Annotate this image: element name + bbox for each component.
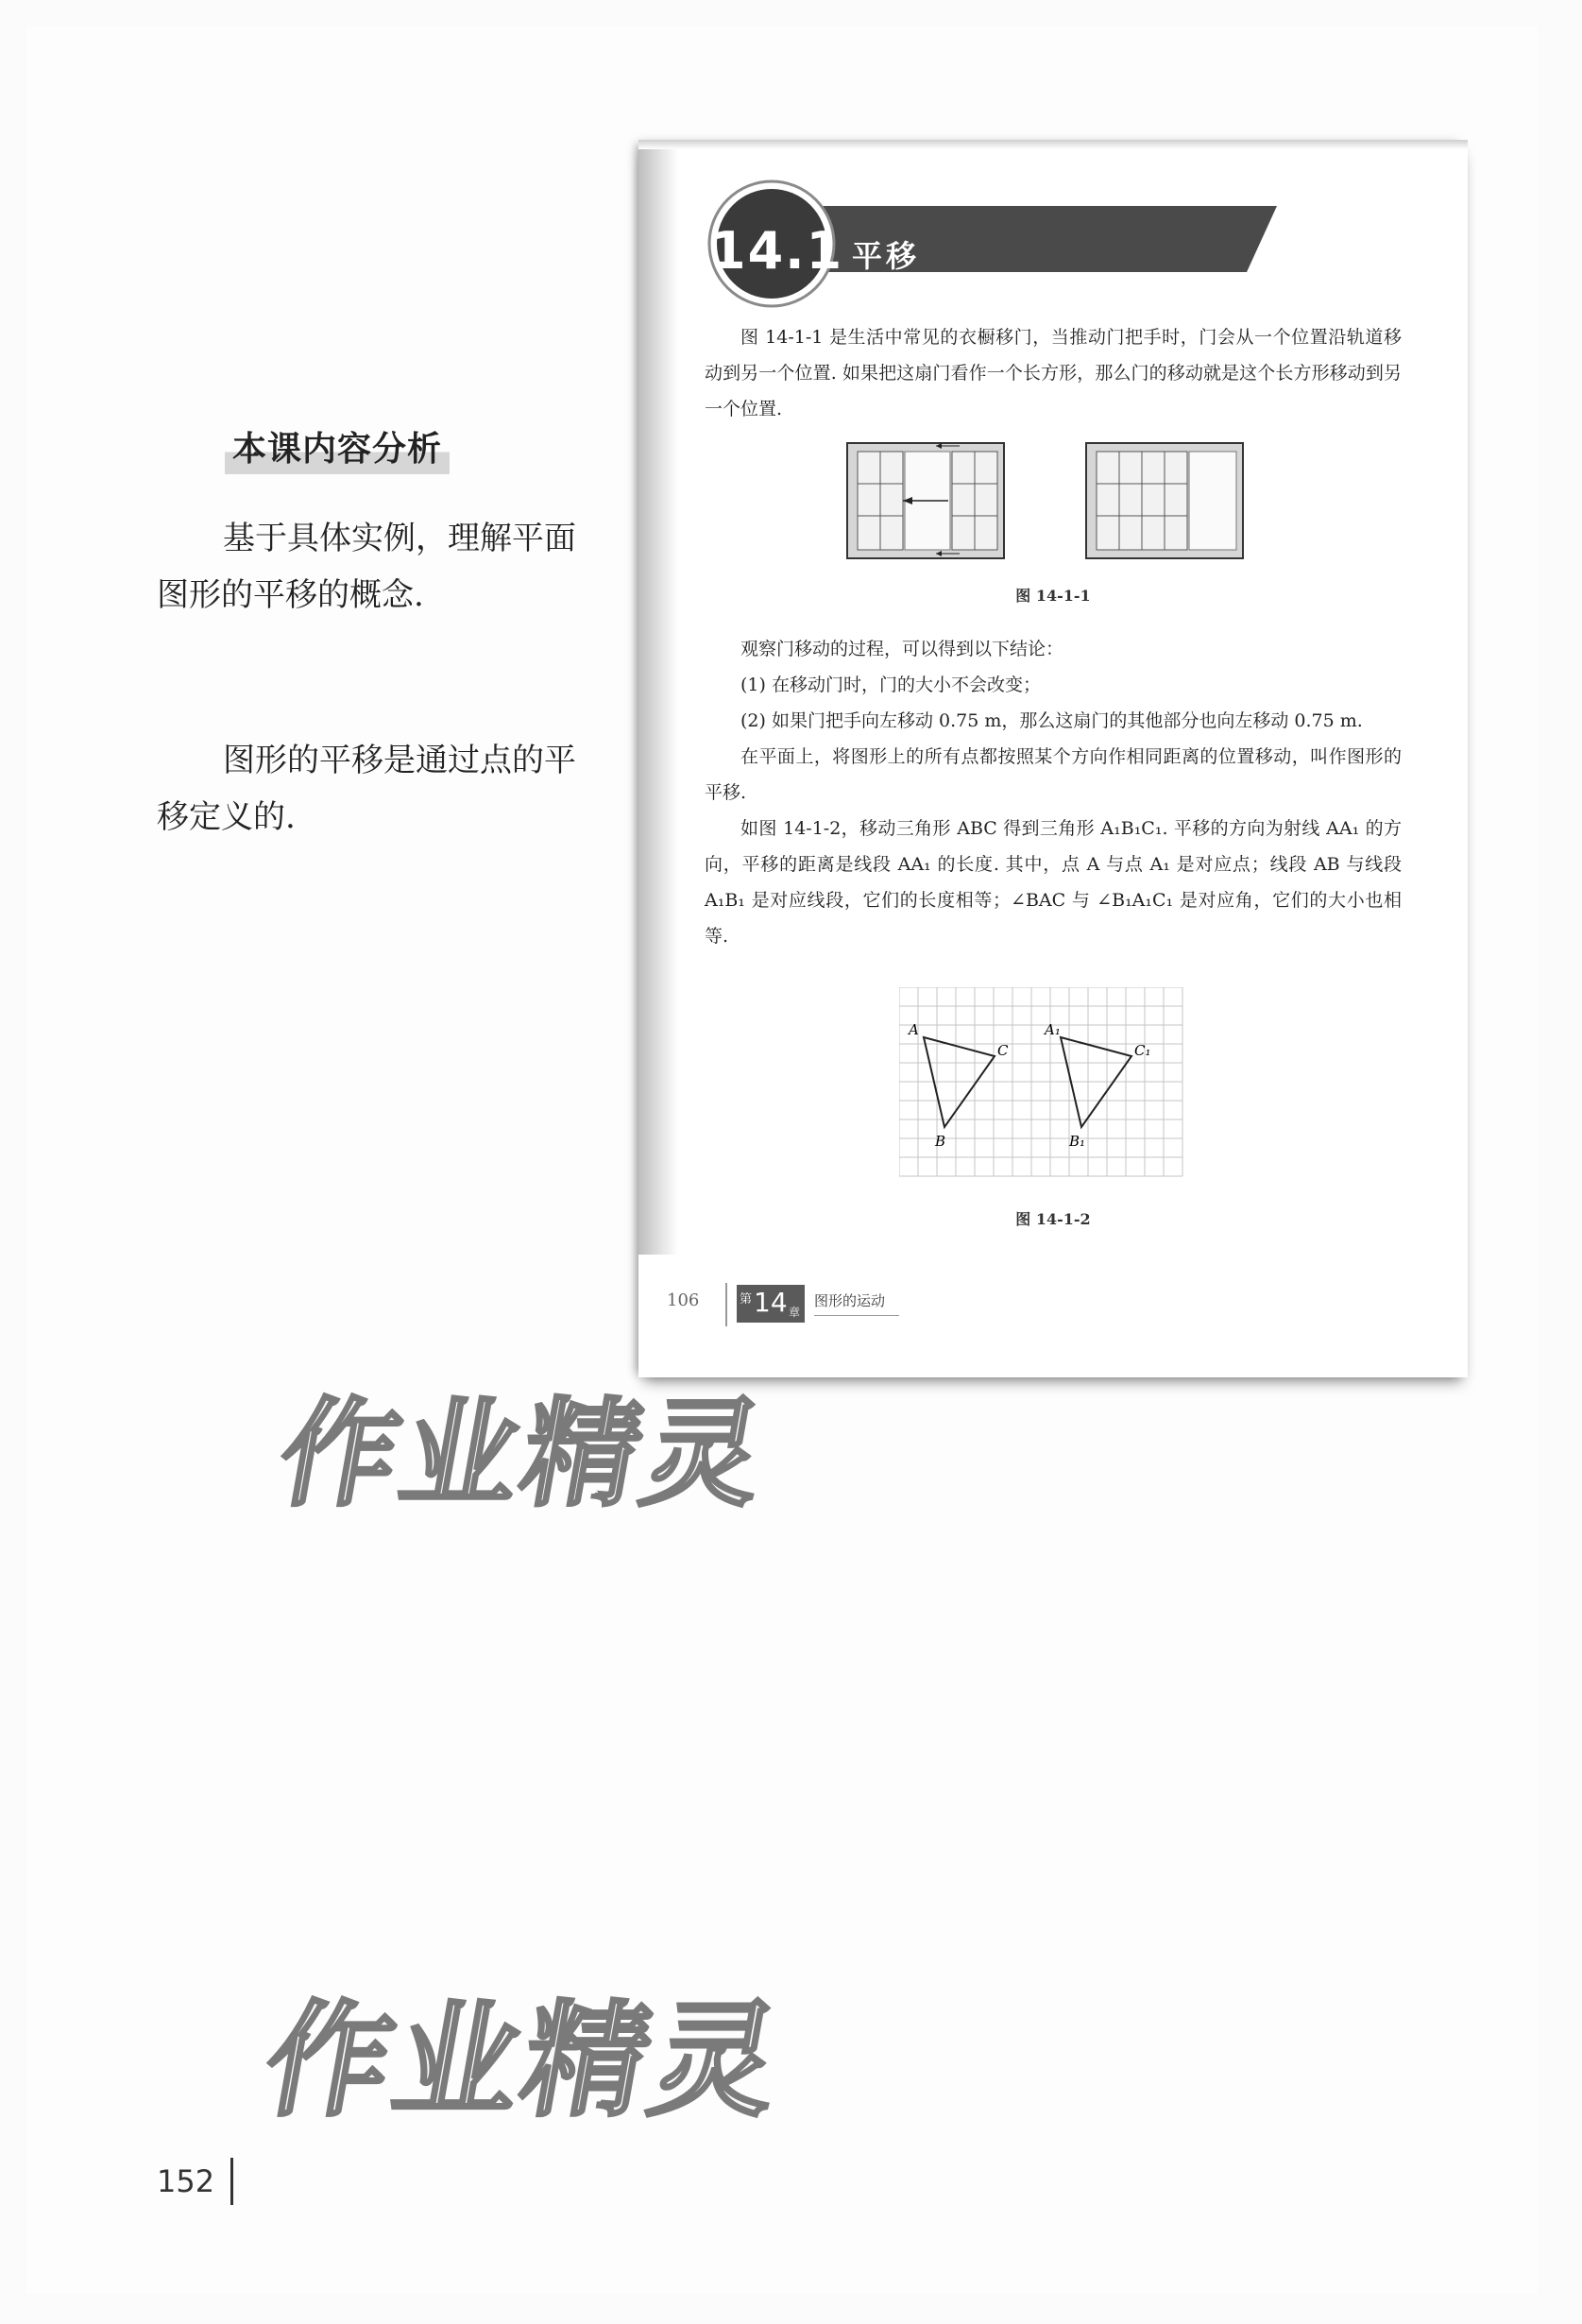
wardrobe-door-before-figure (846, 442, 1007, 563)
page-top-shadow (638, 140, 1468, 149)
watermark-2: 作业精灵 (254, 1989, 794, 2134)
label-a: A (909, 1021, 919, 1038)
triangle-translation-figure (899, 987, 1184, 1178)
conclusion-paragraphs (705, 631, 1402, 954)
translation-definition: 在平面上，将图形上的所有点都按照某个方向作相同距离的位置移动，叫作图形的平移. (705, 746, 1402, 803)
intro-paragraph: 图 14-1-1 是生活中常见的衣橱移门，当推动门把手时，门会从一个位置沿轨道移动到另一个位置. 如果把这扇门看作一个长方形，那么门的移动就是这个长方形移动到另一个位置. (705, 327, 1402, 419)
section-title: 平移 (852, 238, 921, 274)
textbook-footer (667, 1283, 1422, 1340)
label-b1: B₁ (1069, 1133, 1086, 1150)
analysis-note-2: 图形的平移是通过点的平移定义的. (157, 742, 576, 836)
figure-2-caption: 图 14-1-2 (1015, 1210, 1091, 1228)
textbook-page-number: 106 (667, 1290, 700, 1310)
label-b: B (935, 1133, 946, 1150)
wardrobe-door-after-figure (1085, 442, 1246, 563)
label-c: C (997, 1042, 1009, 1059)
chapter-badge: 第 14 章 (737, 1285, 805, 1323)
label-c1: C₁ (1134, 1042, 1151, 1059)
section-number: 14.1 (710, 221, 844, 281)
label-a1: A₁ (1045, 1021, 1061, 1038)
conclusion-1: (1) 在移动门时，门的大小不会改变； (740, 675, 1041, 695)
translation-example: 如图 14-1-2，移动三角形 ABC 得到三角形 A₁B₁C₁. 平移的方向为射线 AA₁ 的方向，平移的距离是线段 AA₁ 的长度. 其中，点 A 与点 A₁ 是对应点；线段 AB 与线段 A₁B₁ 是对应线段，它们的长度相等；∠BAC 与 ∠B₁A₁C₁ 是对应角，它们的大小也相等. (705, 818, 1402, 947)
page-number: 152 (157, 2163, 215, 2199)
chapter-number: 14 (754, 1287, 788, 1318)
conclusion-2: (2) 如果门把手向左移动 0.75 m，那么这扇门的其他部分也向左移动 0.75 m. (740, 710, 1363, 731)
chapter-title: 图形的运动 (814, 1292, 886, 1309)
watermark-1: 作业精灵 (269, 1387, 777, 1523)
observe-intro: 观察门移动的过程，可以得到以下结论： (740, 639, 1064, 659)
footer-divider (725, 1283, 727, 1326)
footer-underline (814, 1315, 899, 1316)
analysis-note-1: 基于具体实例，理解平面图形的平移的概念. (157, 520, 576, 614)
section-header (672, 178, 1277, 310)
page-number-bar (230, 2158, 233, 2205)
figure-1-caption: 图 14-1-1 (1015, 587, 1091, 605)
analysis-heading: 本课内容分析 (225, 425, 450, 474)
textbook-page-scan (638, 140, 1468, 1377)
